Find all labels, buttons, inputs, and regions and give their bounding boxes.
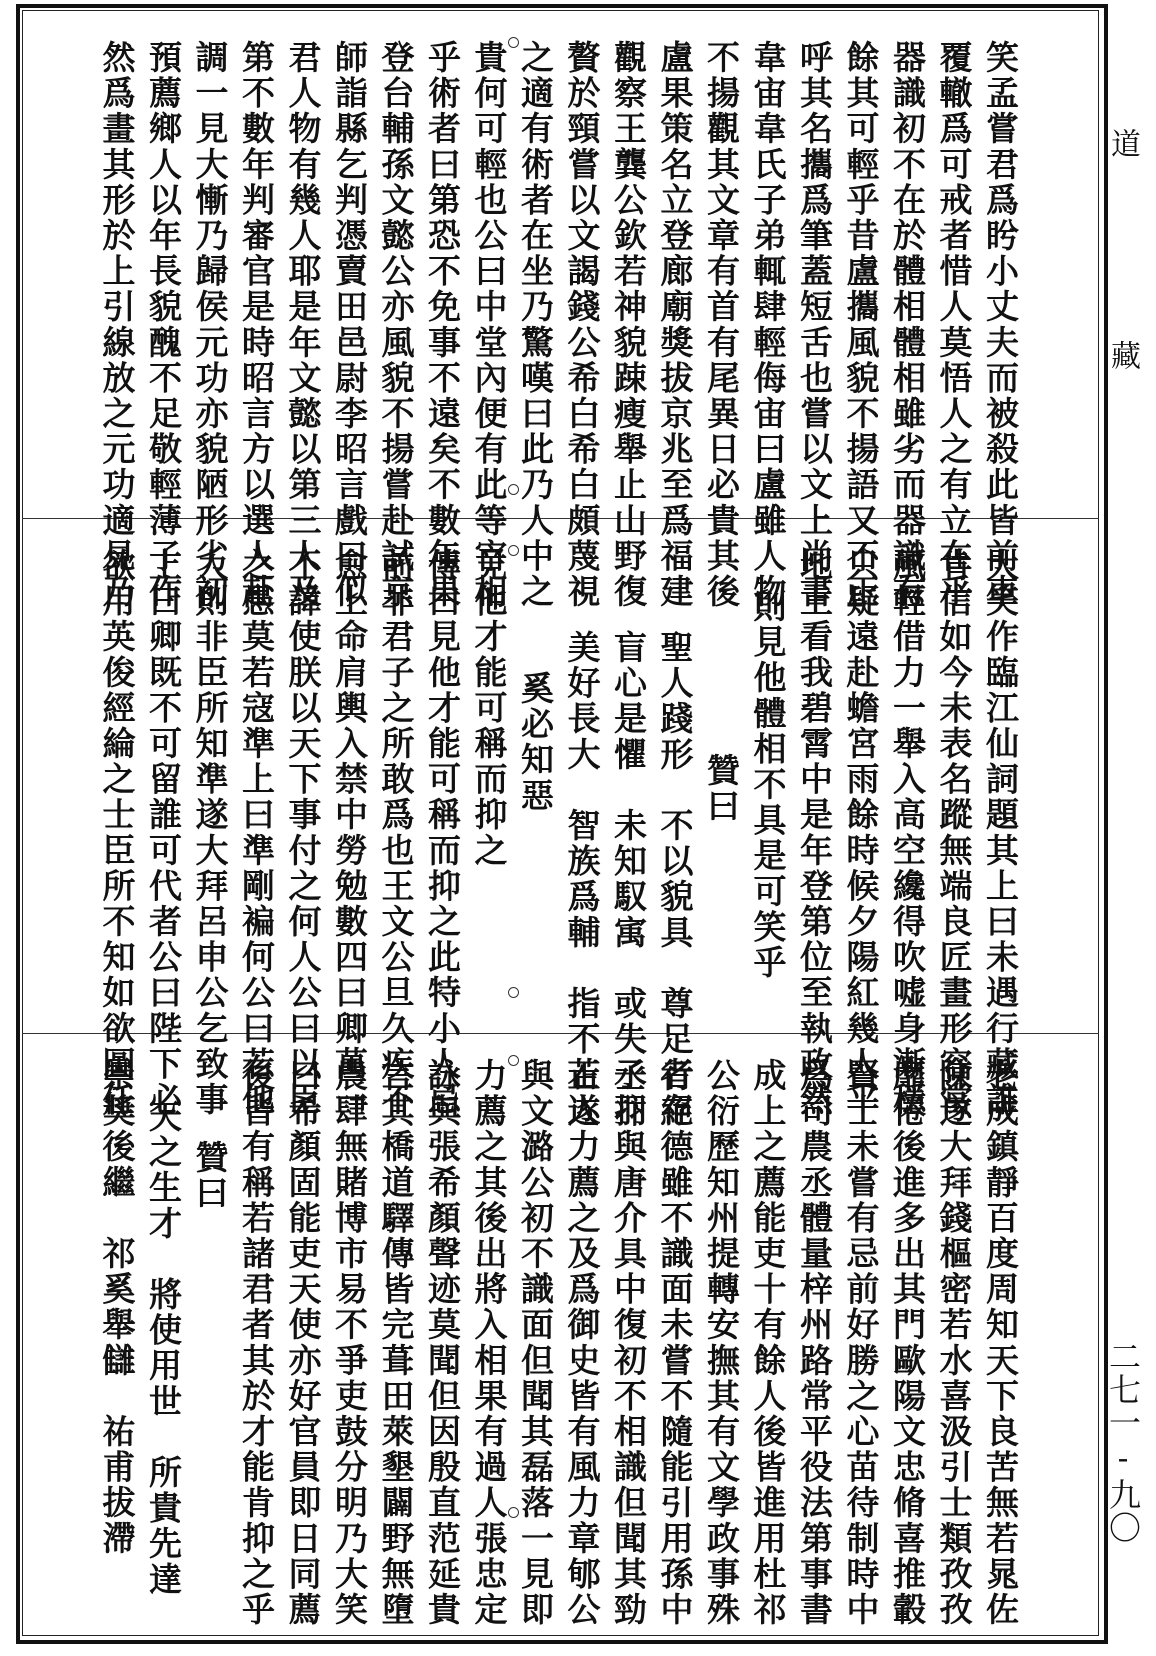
- text-column: 之愚莫若寇準上曰準剛褊何公曰若他: [237, 548, 276, 1118]
- text-column: 覆轍爲可戒者惜人莫悟人之有立在乎: [934, 40, 974, 610]
- text-column: 賢士未嘗有忌前好勝之心苗待制時中: [841, 1058, 881, 1628]
- text-column: 呼其名攜爲筆蓋短舌也嘗以文上尚書: [795, 40, 834, 610]
- text-column: 盧果策名立登廊廟獎拔京兆至爲福建: [655, 40, 695, 610]
- punctuation-circle: [508, 1055, 519, 1066]
- text-column: 則見他體相不具是可笑乎: [748, 589, 788, 981]
- text-column: 之適有術者在坐乃驚嘆曰此乃人中之: [516, 40, 555, 610]
- text-column: 老成鎮靜百度周知天下良苦無若晁佐: [981, 1058, 1020, 1628]
- text-column: 盲心是懼 未知馭㝢 或失子羽: [609, 630, 648, 1129]
- text-column: 力薦之其後出將入相果有過人張忠定: [469, 1058, 509, 1628]
- text-column: 上曰卿既不可留誰可代者公曰陛下必: [144, 548, 183, 1118]
- text-column: 乎術者曰第恐不免事不遠矣不數年果: [423, 40, 462, 610]
- punctuation-circle: [508, 484, 519, 495]
- text-column: 觀察王龔公欽若神貌踈瘦舉止山野復: [609, 40, 648, 610]
- punctuation-circle: [508, 37, 519, 48]
- text-column: 人則非臣所知準遂大拜呂申公乞致事: [190, 548, 230, 1118]
- text-column: 贊曰: [190, 1140, 230, 1212]
- text-column: 美好長大 智族爲輔 指不若人: [562, 630, 602, 1129]
- text-column: 預薦鄉人以年長貌醜不足敬輕薄子作: [144, 40, 183, 610]
- text-column: 傳曰見他才能可稱而抑之此特小人忌: [423, 548, 462, 1118]
- text-column: 欲用英俊經綸之士臣所不知如欲圖任: [97, 548, 137, 1118]
- margin-title-char-2: 藏: [1105, 340, 1140, 374]
- text-column: 公衍歷知州提轉安撫其有文學政事殊: [702, 1058, 741, 1628]
- text-column: 然爲畫其形於上引線放之元功適見乃: [97, 40, 137, 610]
- text-column: 詠與張希顏聲迹莫聞但因殷直范延貴: [423, 1058, 462, 1628]
- text-column: 成上之薦能吏十有餘人後皆進用杜祁: [748, 1058, 788, 1628]
- text-column: 天之生才 將使用世 所貴先達: [144, 1099, 183, 1598]
- margin-title-char-1: 道: [1105, 128, 1140, 162]
- text-column: 聖人踐形 不以貌具 尊足者存: [655, 630, 695, 1129]
- text-column: 肯信如今未表名蹤無端良匠畫形容當: [934, 548, 974, 1118]
- text-column: 靡倦後進多出其門歐陽文忠脩喜推轂: [888, 1058, 927, 1628]
- text-column: 前非君子之所敢爲也王文公旦久疾不: [376, 548, 416, 1118]
- text-column: 調一見大慚乃歸侯元功亦貌陋形劣初: [190, 40, 230, 610]
- text-column: 崇獎後繼 祁奚舉讎 祐甫拔滯: [97, 1058, 137, 1557]
- text-column: 笑孟嘗君爲盻小丈夫而被殺此皆前車: [981, 40, 1020, 610]
- text-column: 爲司農丞體量梓州路常平役法第事書: [795, 1058, 834, 1628]
- text-column: 後皆有稱若諸君者其於才能肯抑之乎: [237, 1058, 276, 1628]
- text-column: 器識初不在於體相體相雖劣而器識有: [888, 40, 927, 610]
- text-column: 奚必知惡: [516, 671, 555, 814]
- text-column: 正遂力薦之及爲御史皆有風力章郇公: [562, 1058, 602, 1628]
- text-column: 愈上命肩輿入禁中勞勉數四曰卿萬一: [330, 548, 369, 1118]
- text-column: 與文潞公初不識面但聞其磊落一見即: [516, 1058, 555, 1628]
- text-column: 陳遂大拜錢樞密若水喜汲引士類孜孜: [934, 1058, 974, 1628]
- text-column: 師詣縣乞判憑賣田邑尉李昭言戲曰似: [330, 40, 369, 610]
- text-column: 見他才能可稱而抑之: [469, 548, 509, 869]
- margin-page-number: 二七一-九〇: [1104, 1340, 1142, 1544]
- punctuation-circle: [508, 987, 519, 998]
- text-column: 只疑遠赴蟾宮雨餘時候夕陽紅幾人平: [841, 548, 881, 1118]
- text-column: 贅於頸嘗以文謁錢公希白希白頗蔑視: [562, 40, 602, 610]
- punctuation-circle: [508, 1507, 519, 1518]
- text-column: 農肆無賭博市易不爭吏鼓分明乃大笑: [330, 1058, 369, 1628]
- text-column: 風輕借力一舉入高空纔得吹嘘身漸穩: [888, 548, 927, 1118]
- text-column: 言其橋道驛傳皆完葺田萊墾闢野無墮: [376, 1058, 416, 1628]
- text-column: 韋宙韋氏子弟輒肆輕侮宙曰盧雖人物: [748, 40, 788, 610]
- punctuation-circle: [508, 545, 519, 556]
- text-column: 不諱使朕以天下事付之何人公曰以臣: [283, 548, 323, 1118]
- text-column: 君人物有幾人耶是年文懿以第三人及: [283, 40, 323, 610]
- text-column: 貴何可輕也公曰中堂內便有此等宰相: [469, 40, 509, 610]
- text-column: 餘其可輕乎昔盧攜風貌不揚語又不正: [841, 40, 881, 610]
- text-column: 地上看我碧霄中是年登第位至執政然: [795, 548, 834, 1118]
- text-column: 丞抃與唐介具中復初不相識但聞其勁: [609, 1058, 648, 1628]
- text-column: 曰希顏固能吏天使亦好官員即日同薦: [283, 1058, 323, 1628]
- text-column: 登台輔孫文懿公亦風貌不揚嘗赴試京: [376, 40, 416, 610]
- text-column: 行絕德雖不識面未嘗不隨能引用孫中: [655, 1058, 695, 1628]
- text-column: 第不數年判審官是時昭言方以選人赴: [237, 40, 276, 610]
- text-column: 贊曰: [702, 753, 741, 825]
- text-column: 不揚觀其文章有首有尾異日必貴其後: [702, 40, 741, 610]
- text-column: 大笑作臨江仙詞題其上曰未遇行藏誰: [981, 548, 1020, 1118]
